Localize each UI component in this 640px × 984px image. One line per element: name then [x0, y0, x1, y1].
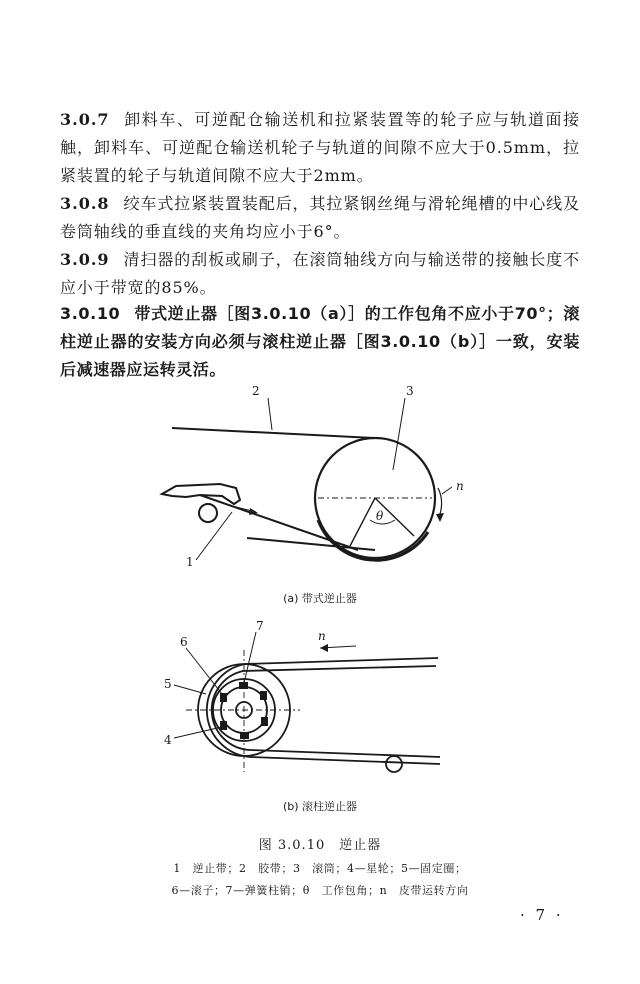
label-5: 5	[164, 677, 172, 691]
leader-2	[268, 398, 272, 430]
clause-3-0-9	[60, 246, 580, 302]
figure-b-caption: (b) 滚柱逆止器	[282, 800, 358, 813]
clause-number: 3.0.10	[60, 304, 121, 323]
figure-a-caption: (a) 带式逆止器	[283, 592, 357, 605]
leader-7	[244, 632, 256, 683]
clause-text: 清扫器的刮板或刷子，在滚筒轴线方向与输送带的接触长度不应小于带宽的85%。	[60, 250, 580, 297]
idler-roller	[386, 756, 402, 772]
upper-belt-line	[245, 658, 438, 664]
anchor-roller	[199, 504, 217, 522]
label-1: 1	[186, 555, 194, 569]
label-n: n	[456, 479, 464, 493]
backstop-anchor	[162, 484, 240, 504]
rotation-arrow	[438, 488, 442, 514]
leader-5	[174, 685, 206, 694]
upper-belt-line	[172, 428, 374, 438]
roller	[220, 693, 227, 702]
leader-n	[442, 487, 452, 494]
clause-text: 绞车式拉紧装置装配后，其拉紧钢丝绳与滑轮绳槽的中心线及卷筒轴线的垂直线的夹角均应小于6°。	[60, 194, 580, 241]
clause-number: 3.0.9	[60, 250, 110, 269]
label-n: n	[318, 629, 326, 643]
clause-3-0-7	[60, 106, 580, 190]
figure-legend-line-2: 6—滚子；7—弹簧柱销；θ 工作包角；n 皮带运转方向	[171, 884, 469, 897]
label-2: 2	[252, 384, 260, 398]
lower-belt-line	[247, 538, 375, 550]
label-3: 3	[406, 384, 414, 398]
label-theta: θ	[376, 509, 384, 523]
clause-number: 3.0.8	[60, 194, 110, 213]
belt-backstop-diagram	[0, 380, 640, 580]
lower-belt-inner	[250, 750, 440, 757]
clause-3-0-8	[60, 190, 580, 246]
roller	[220, 721, 227, 730]
clause-3-0-10	[60, 300, 580, 384]
roller	[240, 732, 249, 739]
roller	[239, 682, 248, 689]
direction-arrowhead	[320, 644, 328, 652]
roller	[261, 717, 268, 726]
figure-legend-line-1: 1 逆止带；2 胶带；3 滚筒；4—星轮；5—固定圈；	[173, 862, 467, 875]
page-number: · 7 ·	[520, 906, 564, 924]
rotation-arrowhead	[436, 513, 444, 522]
lower-belt-outer	[250, 757, 440, 764]
roller	[260, 691, 267, 700]
roller-backstop-diagram	[0, 620, 640, 790]
clause-text: 卸料车、可逆配仓输送机和拉紧装置等的轮子应与轨道面接触，卸料车、可逆配仓输送机轮子与轨道的间隙不应大于0.5mm，拉紧装置的轮子与轨道间隙不应大于2mm。	[60, 110, 580, 185]
upper-belt-line-inner	[242, 666, 436, 671]
label-7: 7	[256, 620, 264, 633]
clause-text: 带式逆止器［图3.0.10（a）］的工作包角不应小于70°；滚柱逆止器的安装方向必须与滚柱逆止器［图3.0.10（b）］一致，安装后减速器应运转灵活。	[60, 304, 580, 379]
label-6: 6	[180, 635, 188, 649]
label-4: 4	[164, 733, 172, 747]
figure-title: 图 3.0.10 逆止器	[258, 838, 382, 853]
backstop-band-wrap	[318, 520, 428, 560]
clause-number: 3.0.7	[60, 110, 110, 129]
leader-3	[393, 398, 405, 470]
wrap-angle-line-1	[350, 498, 375, 546]
